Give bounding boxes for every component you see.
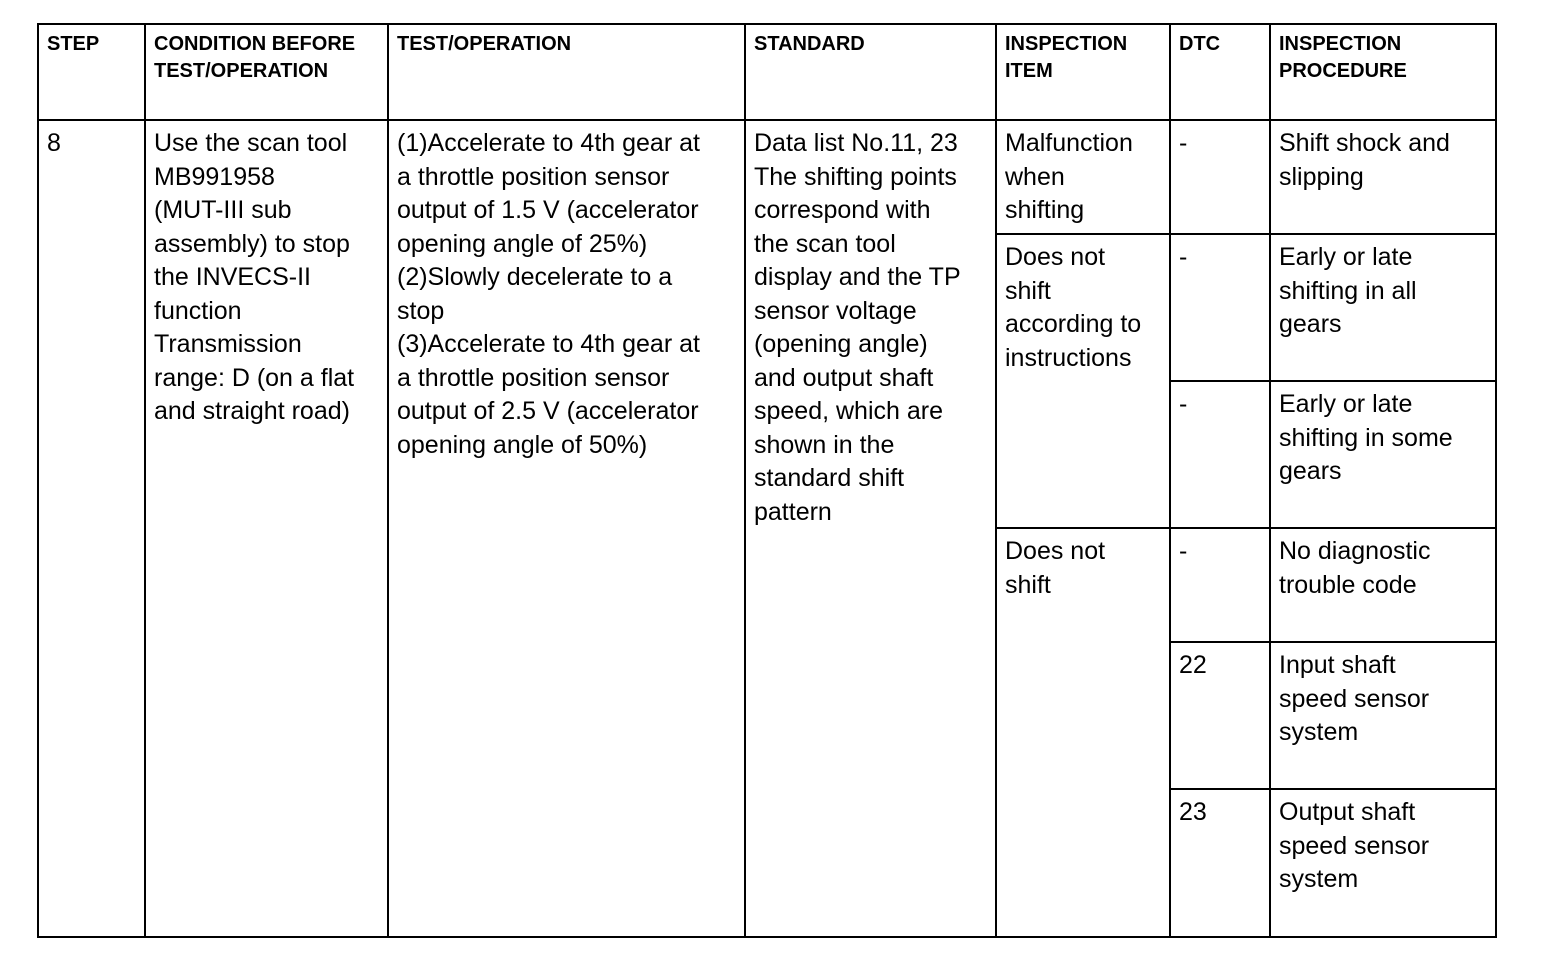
header-row [38,24,1496,120]
step-number: 8 [38,120,145,937]
procedure-cell: Output shaft speed sensor system [1270,789,1496,937]
header-standard: STANDARD [745,24,996,120]
header-step: STEP [38,24,145,120]
test-operation-cell: (1)Accelerate to 4th gear at a throttle position sensor output of 1.5 V (accelerator opening angle of 25%) (2)Slowly decelerate to a stop (3)Accelerate to 4th gear at a throttle position sensor output of 2.5 V (accelerator opening angle of 50%) [388,120,745,937]
procedure-cell: Early or late shifting in some gears [1270,381,1496,528]
inspection-item-cell: Does not shift according to instructions [996,234,1170,528]
header-inspection-procedure: INSPECTION PROCEDURE [1270,24,1496,120]
dtc-cell: - [1170,381,1270,528]
standard-cell: Data list No.11, 23 The shifting points correspond with the scan tool display and the TP sensor voltage (opening angle) and output shaft speed, which are shown in the standard shift pattern [745,120,996,937]
header-test-operation: TEST/OPERATION [388,24,745,120]
procedure-cell: Early or late shifting in all gears [1270,234,1496,381]
dtc-cell: 23 [1170,789,1270,937]
inspection-item-cell: Malfunction when shifting [996,120,1170,234]
procedure-cell: No diagnostic trouble code [1270,528,1496,642]
header-condition: CONDITION BEFORE TEST/OPERATION [145,24,388,120]
condition-cell: Use the scan tool MB991958 (MUT-III sub assembly) to stop the INVECS-II function Transmission range: D (on a flat and straight road) [145,120,388,937]
dtc-cell: - [1170,120,1270,234]
dtc-cell: - [1170,234,1270,381]
inspection-item-cell: Does not shift [996,528,1170,937]
procedure-cell: Input shaft speed sensor system [1270,642,1496,789]
table-row [38,120,1496,234]
dtc-cell: 22 [1170,642,1270,789]
inspection-table [37,23,1497,938]
header-inspection-item: INSPECTION ITEM [996,24,1170,120]
header-dtc: DTC [1170,24,1270,120]
procedure-cell: Shift shock and slipping [1270,120,1496,234]
dtc-cell: - [1170,528,1270,642]
